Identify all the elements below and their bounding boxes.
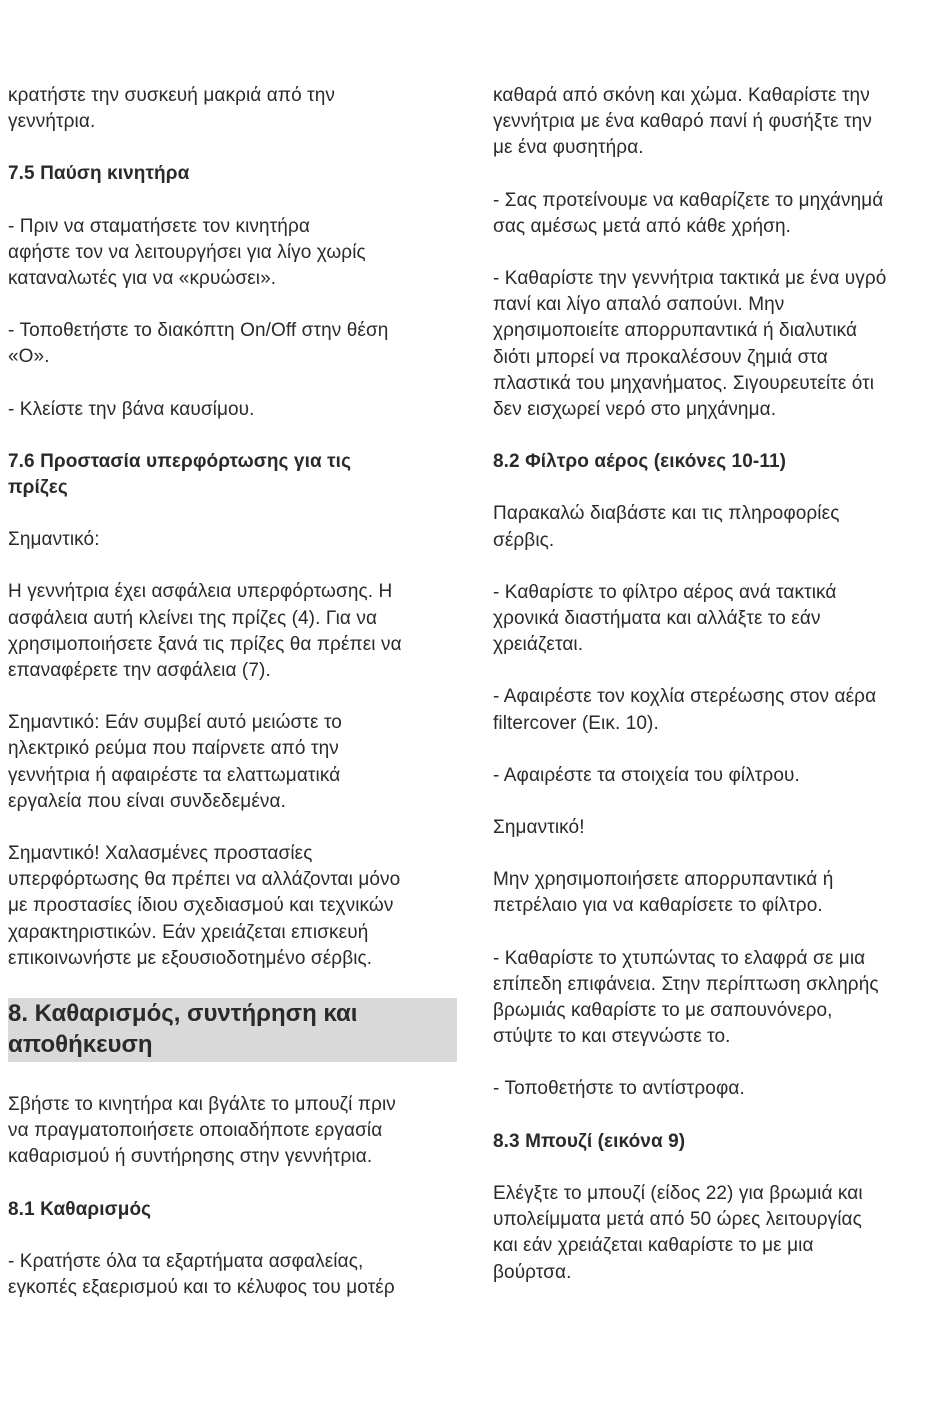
heading-8-3-spark-plug: 8.3 Μπουζί (εικόνα 9) [493, 1130, 686, 1152]
heading-8-2-air-filter: 8.2 Φίλτρο αέρος (εικόνες 10-11) [493, 451, 787, 473]
paragraph: Μην χρησιμοποιήσετε απορρυπαντικά ή πετρέλαιο για να καθαρίσετε το φίλτρο. [493, 869, 834, 917]
paragraph: - Καθαρίστε την γεννήτρια τακτικά με ένα υγρό πανί και λίγο απαλό σαπούνι. Μην χρησιμοποιείτε απορρυπαντικά ή διαλυτικά διότι μπορεί να προκαλέσουν ζημιά στα πλαστικά του μηχανήματος. Σιγουρευτείτε ότι δεν εισχωρεί νερό στο μηχάνημα. [493, 268, 887, 421]
paragraph: - Κρατήστε όλα τα εξαρτήματα ασφαλείας, εγκοπές εξαερισμού και το κέλυφος του μοτέρ [8, 1250, 395, 1299]
heading-7-5-engine-stop: 7.5 Παύση κινητήρα [8, 163, 190, 185]
paragraph: - Κλείστε την βάνα καυσίμου. [8, 398, 255, 420]
right-column [493, 83, 945, 1312]
paragraph: Σημαντικό: Εάν συμβεί αυτό μειώστε το ηλεκτρικό ρεύμα που παίρνετε από την γεννήτρια ή αφαιρέστε τα ελαττωματικά εργαλεία που είναι συνδεδεμένα. [8, 712, 342, 812]
paragraph: - Αφαιρέστε τον κοχλία στερέωσης στον αέρα filtercover (Εικ. 10). [493, 686, 877, 734]
left-column [8, 83, 460, 1327]
paragraph: καθαρά από σκόνη και χώμα. Καθαρίστε την γεννήτρια με ένα καθαρό πανί ή φυσήξτε την με ένα φυσητήρα. [493, 85, 872, 159]
heading-7-6-overload-protection: 7.6 Προστασία υπερφόρτωσης για τις πρίζες [8, 450, 352, 499]
paragraph: Σημαντικό! [493, 817, 585, 839]
section-8-header-box [8, 998, 457, 1062]
paragraph: - Τοποθετήστε το αντίστροφα. [493, 1078, 745, 1100]
paragraph: Ελέγξτε το μπουζί (είδος 22) για βρωμιά και υπολείμματα μετά από 50 ώρες λειτουργίας και εάν χρειάζεται καθαρίστε το με μια βούρτσα. [493, 1182, 863, 1283]
paragraph: Σβήστε το κινητήρα και βγάλτε το μπουζί πριν να πραγματοποιήσετε οποιαδήποτε εργασία καθαρισμού ή συντήρησης στην γεννήτρια. [8, 1094, 396, 1168]
section-8-title: 8. Καθαρισμός, συντήρηση και αποθήκευση [8, 1000, 358, 1059]
paragraph: - Καθαρίστε το χτυπώντας το ελαφρά σε μια επίπεδη επιφάνεια. Στην περίπτωση σκληρής βρωμιάς καθαρίστε το με σαπουνόνερο, στύψτε το και στεγνώστε το. [493, 947, 879, 1048]
paragraph: - Τοποθετήστε το διακόπτη On/Off στην θέση «O». [8, 320, 389, 368]
paragraph: - Αφαιρέστε τα στοιχεία του φίλτρου. [493, 764, 800, 786]
paragraph: Σημαντικό: [8, 529, 100, 551]
paragraph: Παρακαλώ διαβάστε και τις πληροφορίες σέρβις. [493, 503, 840, 551]
paragraph: Σημαντικό! Χαλασμένες προστασίες υπερφόρτωσης θα πρέπει να αλλάζονται μόνο με προστασίες ίδιου σχεδιασμού και τεχνικών χαρακτηριστικών. Εάν χρειάζεται επισκευή επικοινωνήστε με εξουσιοδοτημένο σέρβις. [8, 843, 401, 969]
paragraph: κρατήστε την συσκευή μακριά από την γεννήτρια. [8, 85, 335, 133]
heading-8-1-cleaning: 8.1 Καθαρισμός [8, 1198, 152, 1220]
paragraph: - Καθαρίστε το φίλτρο αέρος ανά τακτικά χρονικά διαστήματα και αλλάξτε το εάν χρειάζεται. [493, 581, 837, 656]
paragraph: Η γεννήτρια έχει ασφάλεια υπερφόρτωσης. Η ασφάλεια αυτή κλείνει της πρίζες (4). Για να χρησιμοποιήσετε ξανά τις πρίζες θα πρέπει να επαναφέρετε την ασφάλεια (7). [8, 581, 402, 682]
paragraph: - Σας προτείνουμε να καθαρίζετε το μηχάνημά σας αμέσως μετά από κάθε χρήση. [493, 189, 884, 237]
paragraph: - Πριν να σταματήσετε τον κινητήρα αφήστε τον να λειτουργήσει για λίγο χωρίς καταναλωτές για να «κρυώσει». [8, 215, 366, 290]
